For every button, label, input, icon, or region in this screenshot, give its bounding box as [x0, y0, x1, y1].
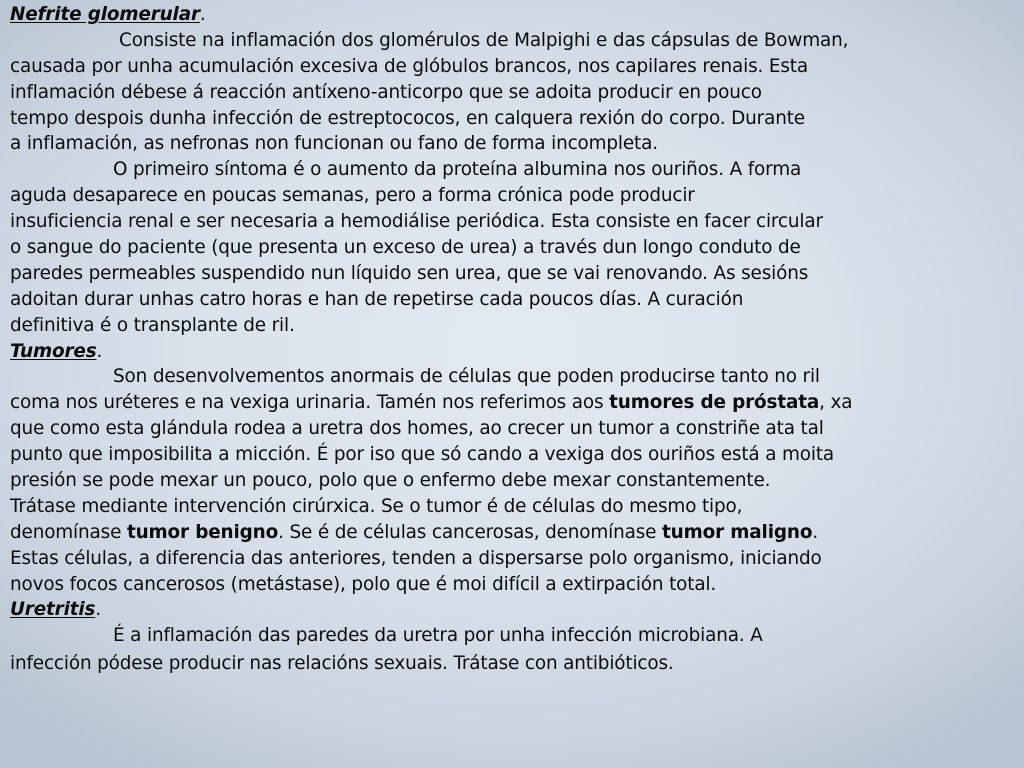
- section-heading: Nefrite glomerular: [10, 4, 200, 25]
- text-run: denomínase: [10, 521, 127, 543]
- section-heading-line: [10, 597, 1014, 623]
- paragraph-line: Son desenvolvementos anormais de células que poden producirse tanto no ril: [113, 366, 820, 388]
- paragraph-line: Consiste na inflamación dos glomérulos de Malpighi e das cápsulas de Bowman,: [119, 29, 849, 51]
- text-run: .: [812, 521, 819, 543]
- section-heading-line: [10, 2, 1014, 28]
- paragraph-line: O primeiro síntoma é o aumento da proteína albumina nos ouriños. A forma: [113, 159, 802, 181]
- paragraph-line: inflamación débese á reacción antíxeno-anticorpo que se adoita producir en pouco: [10, 81, 762, 103]
- slide-text-body: [10, 2, 1014, 679]
- heading-suffix: .: [95, 599, 102, 621]
- paragraph-line: tempo despois dunha infección de estreptococos, en calquera rexión do corpo. Durante: [10, 107, 805, 129]
- paragraph-line: causada por unha acumulación excesiva de glóbulos brancos, nos capilares renais. Esta: [10, 55, 808, 77]
- paragraph-line: que como esta glándula rodea a uretra dos homes, ao crecer un tumor a constriñe ata tal: [10, 418, 824, 440]
- paragraph-line: presión se pode mexar un pouco, polo que o enfermo debe mexar constantemente.: [10, 470, 771, 492]
- emphasis-term: tumores de próstata: [609, 392, 820, 414]
- section-heading-line: [10, 339, 1014, 365]
- section-heading: Uretritis: [10, 599, 96, 621]
- paragraph-line: definitiva é o transplante de ril.: [10, 314, 295, 336]
- emphasis-term: tumor maligno: [662, 521, 813, 543]
- emphasis-term: tumor benigno: [126, 521, 279, 543]
- paragraph-line: É a inflamación das paredes da uretra por unha infección microbiana. A: [113, 625, 763, 647]
- paragraph-line: aguda desaparece en poucas semanas, pero a forma crónica pode producir: [10, 185, 695, 207]
- paragraph-line: paredes permeables suspendido nun líquido sen urea, que se vai renovando. As sesións: [10, 262, 809, 284]
- heading-suffix: .: [199, 4, 206, 25]
- paragraph-line: adoitan durar unhas catro horas e han de repetirse cada poucos días. A curación: [10, 288, 744, 310]
- paragraph-line: punto que imposibilita a micción. É por iso que só cando a vexiga dos ouriños está a moita: [10, 444, 835, 466]
- heading-suffix: .: [96, 340, 103, 362]
- section-heading: Tumores: [10, 340, 97, 362]
- paragraph-line: insuficiencia renal e ser necesaria a hemodiálise periódica. Esta consiste en facer circular: [10, 211, 823, 233]
- text-run: . Se é de células cancerosas, denomínase: [278, 521, 663, 543]
- paragraph-line: Trátase mediante intervención cirúrxica. Se o tumor é de células do mesmo tipo,: [10, 495, 743, 517]
- paragraph-line: [10, 390, 1014, 416]
- paragraph-line: Estas células, a diferencia das anteriores, tenden a dispersarse polo organismo, iniciando: [10, 547, 822, 569]
- paragraph-line: a inflamación, as nefronas non funcionan ou fano de forma incompleta.: [10, 133, 658, 155]
- text-run: coma nos uréteres e na vexiga urinaria. Tamén nos referimos aos: [10, 392, 610, 414]
- paragraph-line: [10, 520, 1014, 546]
- paragraph-line: novos focos cancerosos (metástase), polo que é moi difícil a extirpación total.: [10, 573, 717, 595]
- paragraph-line: o sangue do paciente (que presenta un exceso de urea) a través dun longo conduto de: [10, 237, 801, 259]
- paragraph-line: infección pódese producir nas relacións sexuais. Trátase con antibióticos.: [10, 653, 674, 675]
- text-run: , xa: [819, 392, 853, 414]
